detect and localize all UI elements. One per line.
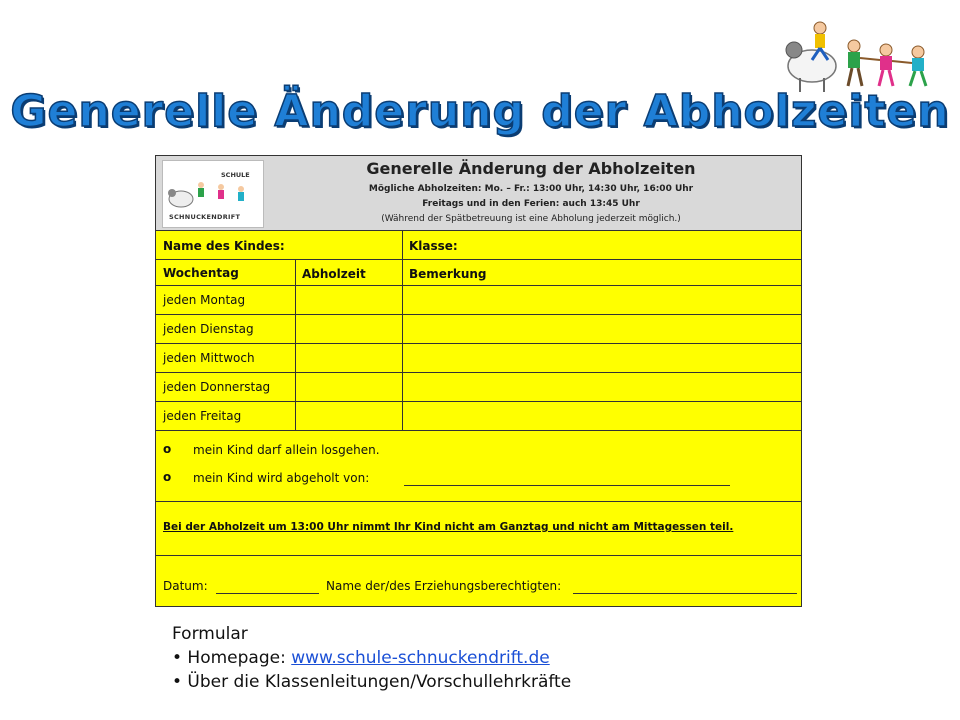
col-divider: [402, 259, 403, 430]
option-walk-alone-label: mein Kind darf allein losgehen.: [193, 443, 380, 457]
column-header-remark: Bemerkung: [409, 267, 487, 281]
homepage-link[interactable]: www.schule-schnuckendrift.de: [291, 648, 550, 668]
column-header-weekday: Wochentag: [163, 266, 239, 280]
col-divider: [402, 231, 403, 259]
day-row-monday: jeden Montag: [163, 293, 246, 307]
row-divider: [156, 259, 801, 260]
child-name-label: Name des Kindes:: [163, 239, 285, 253]
picked-up-by-field[interactable]: [404, 485, 730, 486]
day-row-tuesday: jeden Dienstag: [163, 322, 254, 336]
form-header: [156, 156, 801, 231]
day-row-thursday: jeden Donnerstag: [163, 380, 271, 394]
homepage-prefix: • Homepage:: [172, 648, 292, 668]
date-label: Datum:: [163, 579, 208, 593]
row-divider: [156, 555, 801, 556]
row-divider: [156, 314, 801, 315]
school-logo: [162, 160, 264, 228]
row-divider: [156, 343, 801, 344]
row-divider: [156, 401, 801, 402]
logo-name-text: SCHNUCKENDRIFT: [169, 213, 241, 221]
form-body: [156, 231, 801, 606]
row-divider: [156, 285, 801, 286]
row-divider: [156, 430, 801, 431]
footer-line-teachers: • Über die Klassenleitungen/Vorschullehrkräfte: [172, 672, 572, 692]
day-row-friday: jeden Freitag: [163, 409, 242, 423]
late-care-note: (Während der Spätbetreuung ist eine Abholung jederzeit möglich.): [381, 214, 681, 224]
children-sheep-illustration-icon: [782, 16, 942, 96]
school-logo-art-icon: [165, 175, 261, 213]
option-picked-up-label: mein Kind wird abgeholt von:: [193, 471, 370, 485]
friday-times-line: Freitags und in den Ferien: auch 13:45 Uhr: [422, 199, 640, 209]
col-divider: [295, 259, 296, 430]
notice-text: Bei der Abholzeit um 13:00 Uhr nimmt Ihr Kind nicht am Ganztag und nicht am Mittagessen teil.: [163, 521, 734, 533]
row-divider: [156, 372, 801, 373]
logo-school-text: SCHULE: [221, 171, 250, 179]
option-picked-up-checkbox[interactable]: o: [163, 470, 172, 484]
date-field[interactable]: [216, 593, 319, 594]
pickup-times-line: Mögliche Abholzeiten: Mo. – Fr.: 13:00 Uhr, 14:30 Uhr, 16:00 Uhr: [368, 184, 694, 194]
guardian-name-label: Name der/des Erziehungsberechtigten:: [326, 579, 562, 593]
day-row-wednesday: jeden Mittwoch: [163, 351, 255, 365]
footer-notes: [172, 622, 571, 694]
column-header-pickup-time: Abholzeit: [302, 267, 366, 281]
footer-line-homepage: [172, 646, 571, 670]
row-divider: [156, 501, 801, 502]
option-walk-alone-checkbox[interactable]: o: [163, 442, 172, 456]
footer-line-form: Formular: [172, 624, 248, 644]
class-label: Klasse:: [409, 239, 458, 253]
slide-title: Generelle Änderung der Abholzeiten: [10, 86, 950, 137]
guardian-name-field[interactable]: [573, 593, 797, 594]
form-title: Generelle Änderung der Abholzeiten: [366, 159, 696, 178]
pickup-form: [155, 155, 802, 607]
